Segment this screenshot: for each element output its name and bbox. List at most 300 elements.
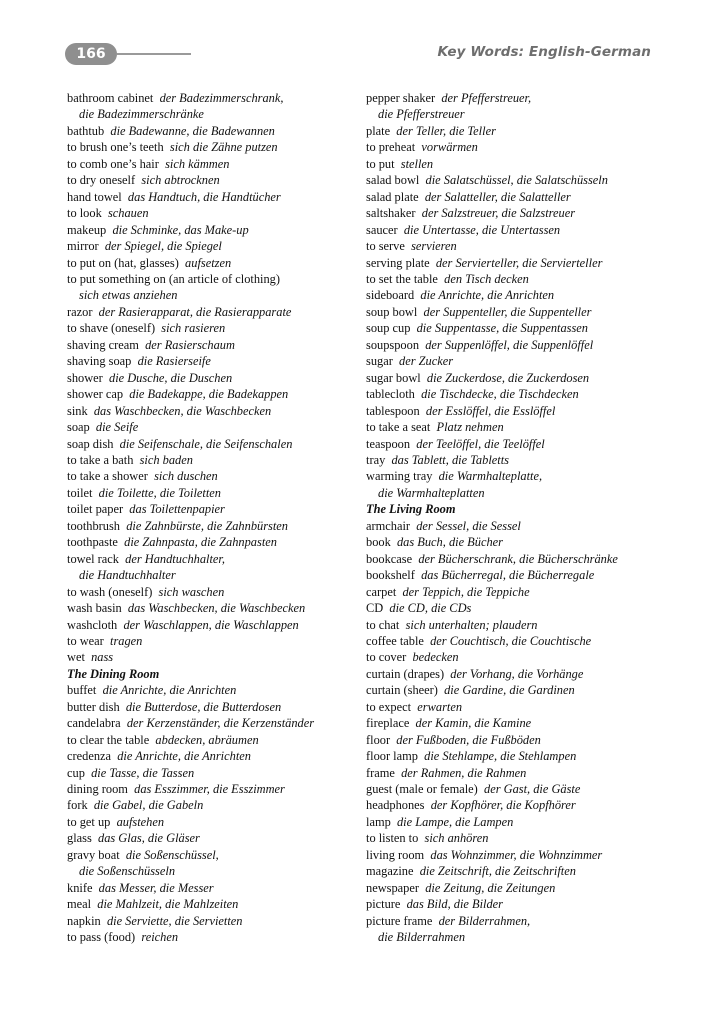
english-term: to expect [366,699,412,714]
english-term: knife [67,880,93,895]
german-translation: der Gast, die Gäste [484,782,581,797]
german-translation: sich unterhalten; plaudern [405,617,538,632]
german-translation: schauen [107,206,149,221]
german-translation-continued: die Handtuchhalter [79,568,176,583]
english-term: to look [67,206,102,221]
english-term: shaving soap [67,354,132,369]
vocab-entry [366,90,656,123]
english-term: to wear [67,633,104,648]
english-term: living room [366,847,425,862]
vocab-entry [67,682,352,698]
english-term: soap dish [67,436,114,451]
english-term: to put something on (an article of clothing) [67,271,281,286]
german-translation: nass [91,650,114,665]
vocab-entry [67,715,352,731]
vocab-entry [67,699,352,715]
vocab-entry [67,551,352,584]
vocab-entry [67,452,352,468]
vocab-entry [366,748,656,764]
english-term: guest (male or female) [366,782,478,797]
german-translation: die Seife [95,420,139,435]
german-translation: das Buch, die Bücher [396,535,503,550]
vocab-entry [67,337,352,353]
vocab-entry [366,304,656,320]
english-term: dining room [67,782,128,797]
german-translation: der Vorhang, die Vorhänge [450,666,584,681]
vocab-entry [366,403,656,419]
german-translation: vorwärmen [421,140,478,155]
header-rule [117,53,191,55]
vocab-entry [366,534,656,550]
english-term: to clear the table [67,732,150,747]
english-term: to serve [366,239,405,254]
english-term: to shave (oneself) [67,321,156,336]
german-translation: die Gardine, die Gardinen [444,683,575,698]
german-translation: der Sessel, die Sessel [416,518,521,533]
english-term: to chat [366,617,400,632]
english-term: picture [366,897,401,912]
vocab-entry [67,732,352,748]
vocab-entry [67,781,352,797]
english-term: plate [366,123,391,138]
vocab-entry [67,139,352,155]
vocab-entry [67,584,352,600]
vocab-entry [67,222,352,238]
vocab-entry [67,156,352,172]
english-term: sideboard [366,288,415,303]
english-term: magazine [366,864,414,879]
english-term: toothbrush [67,518,121,533]
german-translation: das Wohnzimmer, die Wohnzimmer [430,847,603,862]
english-term: wash basin [67,601,122,616]
german-translation: tragen [110,633,143,648]
english-term: meal [67,897,92,912]
vocab-entry [366,863,656,879]
german-translation: die CD, die CDs [389,601,472,616]
german-translation: die Zuckerdose, die Zuckerdosen [426,370,590,385]
german-translation: den Tisch decken [444,271,529,286]
vocab-entry [67,880,352,896]
german-translation: die Anrichte, die Anrichten [102,683,237,698]
english-term: tablecloth [366,387,415,402]
page-number: 166 [76,46,106,62]
german-translation-continued: die Badezimmerschränke [79,107,204,122]
german-translation: der Suppenlöffel, die Suppenlöffel [425,337,594,352]
german-translation: die Gabel, die Gabeln [93,798,204,813]
german-translation: die Schminke, das Make-up [112,222,249,237]
german-translation: aufsetzen [185,255,232,270]
german-translation: die Untertasse, die Untertassen [403,222,561,237]
english-term: to put on (hat, glasses) [67,255,179,270]
german-translation: abdecken, abräumen [155,732,259,747]
german-translation: das Esszimmer, die Esszimmer [134,782,285,797]
german-translation: sich abtrocknen [141,173,220,188]
english-term: saucer [366,222,398,237]
german-translation: die Stehlampe, die Stehlampen [424,749,577,764]
vocab-entry [366,353,656,369]
english-term: sugar bowl [366,370,421,385]
german-translation: der Rasierapparat, die Rasierapparate [98,304,292,319]
vocab-entry [67,468,352,484]
german-translation: das Waschbecken, die Waschbecken [127,601,306,616]
english-term: headphones [366,798,425,813]
vocab-entry [67,386,352,402]
english-term: bathtub [67,123,105,138]
german-translation: erwarten [417,699,463,714]
german-translation: sich waschen [158,584,225,599]
english-term: cup [67,765,85,780]
german-translation: sich die Zähne putzen [169,140,278,155]
german-translation: das Bild, die Bilder [406,897,503,912]
english-term: pepper shaker [366,91,436,105]
english-term: to pass (food) [67,930,136,945]
vocab-entry [67,90,352,123]
german-translation: die Seifenschale, die Seifenschalen [119,436,293,451]
english-term: razor [67,304,93,319]
vocab-entry [366,436,656,452]
english-term: shower [67,370,103,385]
english-term: armchair [366,518,411,533]
vocab-entry [366,567,656,583]
vocab-entry [366,271,656,287]
english-term: bathroom cabinet [67,91,154,105]
english-term: to dry oneself [67,173,136,188]
vocab-entry [366,880,656,896]
german-translation: das Tablett, die Tabletts [391,452,509,467]
vocab-entry [67,929,352,945]
vocab-entry [67,534,352,550]
german-translation: der Bilderrahmen, [438,913,531,928]
english-term: curtain (drapes) [366,666,445,681]
german-translation: sich anhören [424,831,489,846]
vocab-entry [366,847,656,863]
vocab-entry [366,452,656,468]
vocab-entry [366,797,656,813]
german-translation: die Warmhalteplatte, [438,469,543,484]
german-translation: die Tischdecke, die Tischdecken [421,387,579,402]
english-term: shower cap [67,387,124,402]
german-translation: reichen [141,930,179,945]
english-term: soupspoon [366,337,420,352]
vocab-entry [366,386,656,402]
german-translation: sich kämmen [165,156,230,171]
section-heading: The Dining Room [67,666,160,681]
vocab-entry [67,238,352,254]
german-translation: der Salzstreuer, die Salzstreuer [421,206,576,221]
german-translation: die Suppentasse, die Suppentassen [416,321,588,336]
vocab-entry [366,123,656,139]
english-term: sugar [366,354,393,369]
german-translation: der Spiegel, die Spiegel [104,239,222,254]
german-translation-continued: die Pfefferstreuer [378,107,465,122]
german-translation: die Soßenschüssel, [125,847,219,862]
vocab-entry [366,551,656,567]
english-term: to set the table [366,271,438,286]
german-translation: das Messer, die Messer [98,880,214,895]
german-translation: der Teller, die Teller [396,123,496,138]
vocab-entry [67,830,352,846]
german-translation-continued: die Soßenschüsseln [79,864,176,879]
vocab-entry [366,468,656,501]
english-term: soup cup [366,321,411,336]
german-translation: die Zeitschrift, die Zeitschriften [419,864,576,879]
english-term: fireplace [366,716,410,731]
vocab-entry [366,682,656,698]
vocab-entry [366,699,656,715]
vocab-entry [366,633,656,649]
english-term: hand towel [67,189,122,204]
vocab-entry [366,666,656,682]
english-term: towel rack [67,551,119,566]
english-term: mirror [67,239,99,254]
vocab-entry [67,600,352,616]
german-translation: sich baden [139,452,193,467]
english-term: curtain (sheer) [366,683,438,698]
vocab-entry [67,847,352,880]
english-term: frame [366,765,395,780]
vocab-entry [67,485,352,501]
english-term: toilet paper [67,502,124,517]
section-heading: The Living Room [366,502,456,517]
english-term: to put [366,156,395,171]
english-term: tray [366,452,386,467]
english-term: book [366,535,391,550]
german-translation: die Lampe, die Lampen [396,814,514,829]
running-title: Key Words: English-German [437,44,651,60]
vocab-entry [67,896,352,912]
vocab-entry [67,649,352,665]
english-term: toothpaste [67,535,118,550]
vocab-entry [67,617,352,633]
vocab-entry [67,370,352,386]
german-translation: die Anrichte, die Anrichten [420,288,555,303]
german-translation: der Rahmen, die Rahmen [401,765,527,780]
english-term: warming tray [366,469,433,484]
english-term: butter dish [67,699,120,714]
german-translation: die Butterdose, die Butterdosen [125,699,282,714]
english-term: to take a seat [366,420,431,435]
left-column [67,90,352,946]
english-term: washcloth [67,617,118,632]
vocab-entry [67,814,352,830]
german-translation: der Servierteller, die Servierteller [435,255,603,270]
vocab-entry [67,189,352,205]
german-translation: stellen [400,156,434,171]
german-translation: das Toilettenpapier [129,502,225,517]
english-term: to take a bath [67,452,134,467]
german-translation: die Zeitung, die Zeitungen [425,880,556,895]
english-term: serving plate [366,255,430,270]
vocab-entry [366,830,656,846]
english-term: to cover [366,650,407,665]
german-translation: der Suppenteller, die Suppenteller [423,304,592,319]
english-term: fork [67,798,88,813]
german-translation: der Kopfhörer, die Kopfhörer [430,798,576,813]
vocab-entry [67,419,352,435]
german-translation: die Zahnpasta, die Zahnpasten [124,535,277,550]
english-term: to preheat [366,140,416,155]
german-translation: das Waschbecken, die Waschbecken [93,403,272,418]
vocab-entry [67,320,352,336]
german-translation: der Handtuchhalter, [125,551,225,566]
vocab-entry [67,271,352,304]
german-translation: das Bücherregal, die Bücherregale [421,568,595,583]
german-translation: die Serviette, die Servietten [106,913,243,928]
english-term: to comb one’s hair [67,156,159,171]
german-translation: die Toilette, die Toiletten [98,485,221,500]
german-translation: der Teppich, die Teppiche [402,584,530,599]
english-term: picture frame [366,913,433,928]
german-translation: der Kerzenständer, die Kerzenständer [126,716,315,731]
english-term: bookshelf [366,568,415,583]
vocab-entry [366,518,656,534]
vocab-entry [67,255,352,271]
vocab-entry [67,436,352,452]
english-term: credenza [67,749,112,764]
german-translation-continued: sich etwas anziehen [79,288,178,303]
vocab-entry [366,600,656,616]
german-translation: die Badewanne, die Badewannen [110,123,275,138]
vocab-entry [366,913,656,946]
german-translation: der Couchtisch, die Couchtische [430,633,592,648]
english-term: bookcase [366,551,413,566]
vocab-entry [366,238,656,254]
vocab-entry [366,172,656,188]
page-header [0,0,717,80]
german-translation-continued: die Bilderrahmen [378,930,466,945]
english-term: shaving cream [67,337,139,352]
german-translation: der Kamin, die Kamine [415,716,532,731]
english-term: to take a shower [67,469,148,484]
german-translation: die Badekappe, die Badekappen [129,387,289,402]
vocab-entry [67,501,352,517]
german-translation: Platz nehmen [436,420,504,435]
english-term: tablespoon [366,403,420,418]
vocab-entry [67,913,352,929]
vocab-entry [366,205,656,221]
vocab-entry [366,781,656,797]
vocab-entry [366,255,656,271]
german-translation: die Mahlzeit, die Mahlzeiten [97,897,239,912]
german-translation: die Rasierseife [137,354,211,369]
english-term: coffee table [366,633,424,648]
english-term: buffet [67,683,97,698]
vocab-entry [366,337,656,353]
vocab-entry [366,320,656,336]
vocab-entry [366,584,656,600]
english-term: teaspoon [366,436,411,451]
german-translation: servieren [411,239,457,254]
vocab-entry [67,403,352,419]
vocab-entry [366,649,656,665]
german-translation: sich rasieren [161,321,226,336]
english-term: salad bowl [366,173,420,188]
english-term: to brush one’s teeth [67,140,164,155]
english-term: CD [366,601,384,616]
english-term: candelabra [67,716,121,731]
german-translation: die Tasse, die Tassen [91,765,195,780]
german-translation: der Rasierschaum [145,337,235,352]
german-translation: der Pfefferstreuer, [441,91,532,105]
german-translation: das Handtuch, die Handtücher [127,189,281,204]
german-translation: bedecken [412,650,459,665]
english-term: makeup [67,222,107,237]
german-translation: der Salatteller, die Salatteller [424,189,571,204]
vocab-entry [67,797,352,813]
german-translation: die Zahnbürste, die Zahnbürsten [126,518,288,533]
english-term: to get up [67,814,111,829]
english-term: saltshaker [366,206,416,221]
vocab-entry [366,814,656,830]
english-term: to wash (oneself) [67,584,153,599]
vocab-entry [67,205,352,221]
german-translation: aufstehen [116,814,165,829]
german-translation: der Esslöffel, die Esslöffel [425,403,556,418]
english-term: sink [67,403,88,418]
german-translation: sich duschen [154,469,218,484]
vocab-entry [366,715,656,731]
english-term: gravy boat [67,847,120,862]
vocab-entry [67,172,352,188]
vocab-entry [67,633,352,649]
vocab-entry [366,139,656,155]
vocab-entry [67,518,352,534]
german-translation-continued: die Warmhalteplatten [378,485,485,500]
vocab-entry [366,617,656,633]
vocab-entry [366,896,656,912]
vocab-entry [366,189,656,205]
english-term: wet [67,650,85,665]
vocab-entry [366,287,656,303]
german-translation: die Salatschüssel, die Salatschüsseln [425,173,608,188]
english-term: floor lamp [366,749,418,764]
german-translation: die Anrichte, die Anrichten [117,749,251,764]
right-column [366,90,656,946]
vocab-entry [366,732,656,748]
vocab-entry [67,353,352,369]
german-translation: der Zucker [399,354,454,369]
german-translation: der Fußboden, die Fußböden [396,732,541,747]
english-term: newspaper [366,880,419,895]
vocab-entry [366,765,656,781]
vocab-entry [366,419,656,435]
english-term: lamp [366,814,391,829]
german-translation: der Badezimmerschrank, [159,91,284,105]
english-term: glass [67,831,92,846]
english-term: toilet [67,485,93,500]
english-term: soup bowl [366,304,418,319]
vocab-entry [366,370,656,386]
german-translation: der Waschlappen, die Waschlappen [123,617,299,632]
vocab-entry [67,304,352,320]
english-term: floor [366,732,391,747]
vocab-entry [366,222,656,238]
german-translation: das Glas, die Gläser [98,831,200,846]
page-number-badge [65,43,117,65]
vocab-entry [67,123,352,139]
german-translation: der Bücherschrank, die Bücherschränke [418,551,618,566]
german-translation: die Dusche, die Duschen [109,370,233,385]
english-term: napkin [67,913,101,928]
german-translation: der Teelöffel, die Teelöffel [416,436,545,451]
english-term: carpet [366,584,397,599]
english-term: soap [67,420,90,435]
english-term: to listen to [366,831,419,846]
vocab-entry [366,156,656,172]
english-term: salad plate [366,189,419,204]
vocab-entry [67,765,352,781]
vocab-entry [67,748,352,764]
